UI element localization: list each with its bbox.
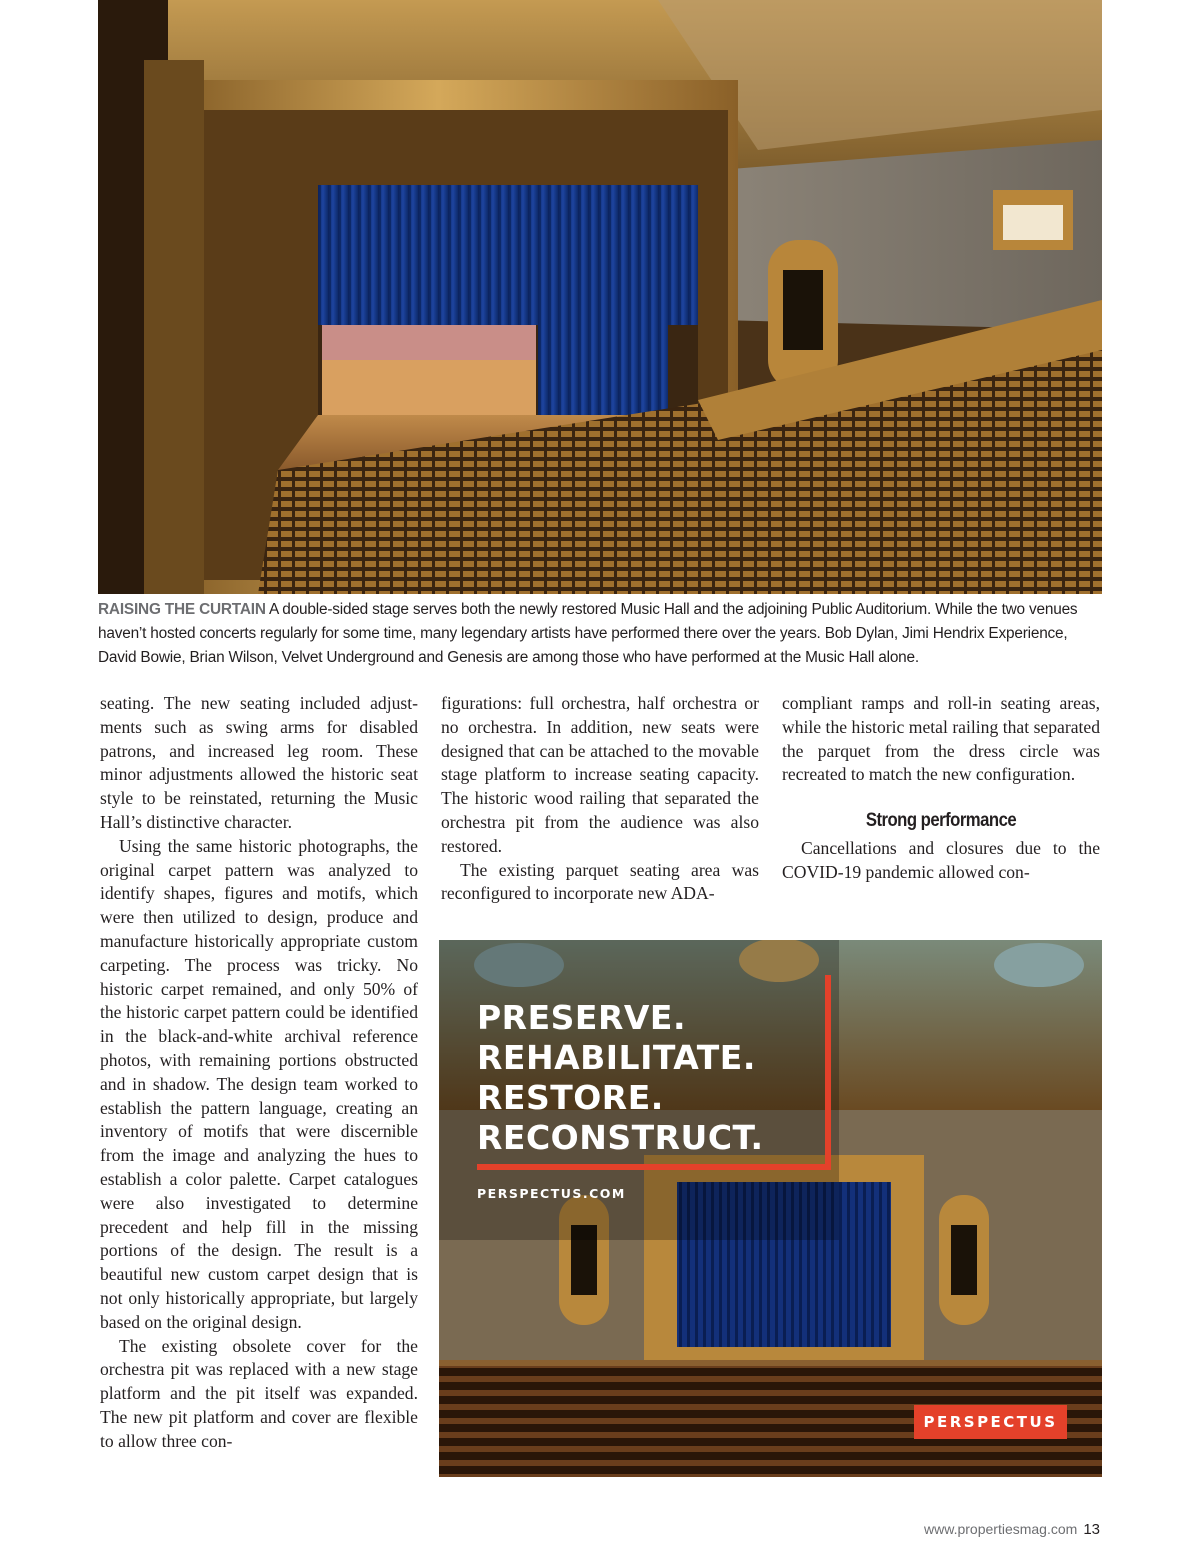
ad-headline-line: RESTORE. bbox=[477, 1078, 664, 1117]
ad-headline bbox=[477, 998, 764, 1158]
paragraph: Using the same historic photographs, the original carpet pattern was analyzed to identify shapes, figures and motifs, which were then utilized to design, produce and manufacture historically appropriate custom carpeting. The process was tricky. No historic carpet remained, and only 50% of the historic carpet pattern could be identified in the black-and-white archival reference photos, with remaining portions obstructed and in shadow. The design team worked to establish the pattern language, creating an inventory of motifs that were discernible from the image and analyzing the hues to establish a color palette. Carpet catalogues were also investigated to determine precedent and help fill in the missing portions of the design. The result is a beautiful new custom carpet design that is not only historically appropriate, but largely based on the original design. bbox=[100, 835, 418, 1332]
page-number: 13 bbox=[1083, 1521, 1100, 1538]
page-footer bbox=[924, 1521, 1100, 1538]
paragraph: figurations: full orchestra, half orchestra or no orchestra. In addition, new seats were designed that can be attached to the movable stage platform to increase seating capacity. The historic wood railing that separated the orchestra pit from the audience was also restored. bbox=[441, 693, 759, 856]
paragraph: The existing parquet seating area was reconfigured to incorporate new ADA- bbox=[441, 859, 759, 904]
ad-headline-line: REHABILITATE. bbox=[477, 1038, 756, 1077]
perspectus-logo: PERSPECTUS bbox=[914, 1405, 1067, 1439]
article-column-1 bbox=[100, 692, 418, 1454]
paragraph: Cancellations and closures due to the COVID-19 pandemic allowed con- bbox=[782, 837, 1100, 882]
caption-text: A double-sided stage serves both the newly restored Music Hall and the adjoining Public Auditorium. While the two venues haven’t hosted concerts regularly for some time, many legendary artists have performed there over the years. Bob Dylan, Jimi Hendrix Experience, David Bowie, Brian Wilson, Velvet Underground and Genesis are among those who have performed at the Music Hall alone. bbox=[98, 601, 1078, 666]
paragraph: seating. The new seating included adjustments such as swing arms for disabled patrons, and increased leg room. These minor adjustments allowed the historic seat style to be reinstated, returning the Music Hall’s distinctive character. bbox=[100, 693, 418, 832]
ad-headline-line: RECONSTRUCT. bbox=[477, 1118, 764, 1157]
ad-website-link[interactable]: PERSPECTUS.COM bbox=[477, 1186, 626, 1201]
theater-photo bbox=[98, 0, 1102, 594]
footer-url[interactable]: www.propertiesmag.com bbox=[924, 1521, 1078, 1537]
article-column-3 bbox=[782, 692, 1100, 885]
photo-caption bbox=[98, 598, 1102, 670]
ad-headline-line: PRESERVE. bbox=[477, 998, 686, 1037]
paragraph: compliant ramps and roll-in seating areas, while the historic metal railing that separated the parquet from the dress circle was recreated to match the new configuration. bbox=[782, 693, 1100, 785]
paragraph: The existing obsolete cover for the orchestra pit was replaced with a new stage platform and the pit itself was expanded. The new pit platform and cover are flexible to allow three con- bbox=[100, 1335, 418, 1451]
caption-lead: RAISING THE CURTAIN bbox=[98, 601, 266, 618]
advertisement[interactable] bbox=[439, 940, 1102, 1477]
section-subhead: Strong performance bbox=[865, 810, 1017, 832]
article-column-2 bbox=[441, 692, 759, 906]
